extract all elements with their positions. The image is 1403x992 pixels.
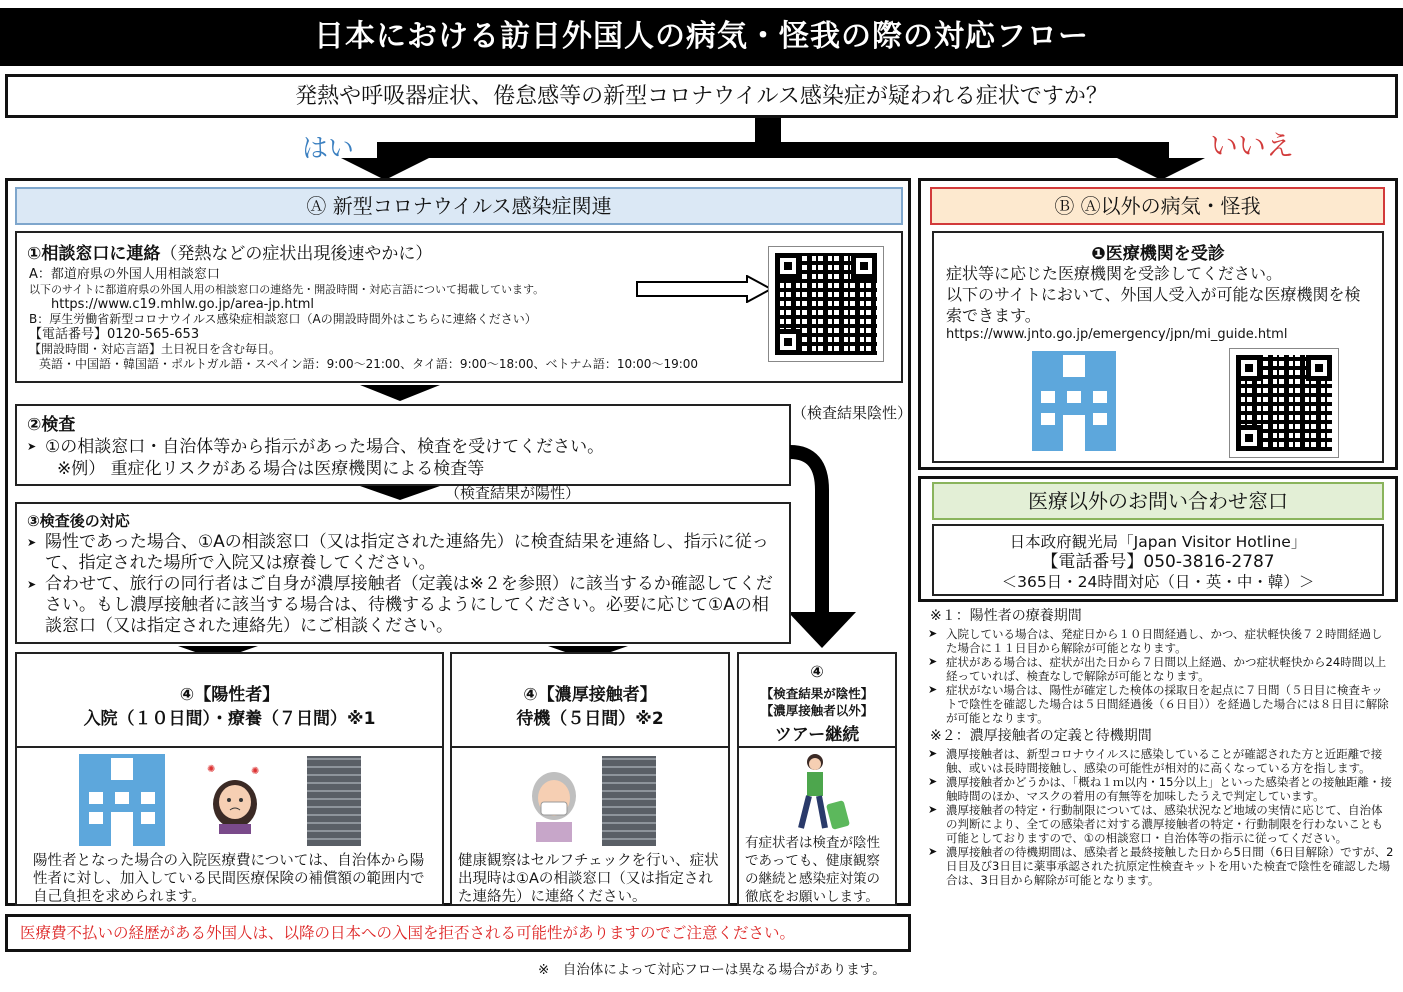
svg-text:✺: ✺ <box>207 764 216 775</box>
negative-path-arrow <box>780 440 880 650</box>
section-b-body2: 以下のサイトにおいて、外国人受入が可能な医療機関を検索できます。 <box>946 285 1361 325</box>
step1-b-langs: 英語・中国語・韓国語・ポルトガル語・スペイン語：9:00～21:00、タイ語：9:00～18:00、ベトナム語：10:00～19:00 <box>39 357 699 371</box>
arrow-to-step2 <box>360 385 440 401</box>
arrow-to-step3 <box>360 486 440 500</box>
section-b-title: ❶医療機関を受診 <box>1091 244 1225 264</box>
negative-num: ④ <box>810 662 824 681</box>
negative-body: 有症状者は検査が陰性であっても、健康観察の継続と感染症対策の徹底をお願いします。 <box>745 835 880 905</box>
note2-item: ➤ 濃厚接触者の待機期間は、感染者と最終接触した日から5日間（6日目解除）ですが、2日目及び3日目に薬事承認された抗原定性検査キットを用いた検査で陰性を確認した場合は、3日目から解除が可能となります。 <box>928 845 1394 887</box>
negative-line1: 【検査結果が陰性】 <box>760 686 874 701</box>
hotline-hours: ＜365日・24時間対応（日・英・中・韓）＞ <box>1001 573 1315 591</box>
sick-person-icon <box>205 762 265 834</box>
step1-a-desc: 以下のサイトに都道府県の外国人用の相談窓口の連絡先・開設時間・対応言語について掲載しています。 <box>29 283 545 296</box>
positive-result-label: （検査結果が陽性） <box>445 484 581 502</box>
hospital-icon <box>1032 351 1116 451</box>
note2-item: ➤ 濃厚接触者かどうかは、「概ね１ｍ以内・15分以上」といった感染者との接触距離・接触時間のほか、マスクの着用の有無等を加味したうえで判定しています。 <box>928 775 1394 803</box>
step3-bullet2: ➤ 合わせて、旅行の同行者はご自身が濃厚接触者（定義は※２を参照）に該当するか確認してください。もし濃厚接触者に該当する場合は、待機するようにしてください。必要に応じて①Aの相談窓口（又は指定された連絡先）にご相談ください。 <box>27 574 779 637</box>
section-b-box <box>932 231 1384 463</box>
hotline-name: 日本政府観光局「Japan Visitor Hotline」 <box>1009 533 1307 551</box>
negative-result-label: （検査結果陰性） <box>792 404 913 422</box>
close-contact-box <box>450 652 730 906</box>
arrow-yes <box>341 158 429 180</box>
step2-title: ②検査 <box>27 415 76 435</box>
note1-item: ➤ 症状がない場合は、陽性が確定した検体の採取日を起点に７日間（５日目に検査キットで陰性を確認した場合は５日間経過後（６日目））を経過した場合には８日目に解除が可能となります。 <box>928 683 1394 725</box>
hospital-icon <box>79 754 165 846</box>
note1-title: ※１：陽性者の療養期間 <box>930 608 1082 624</box>
page-title: 日本における訪日外国人の病気・怪我の際の対応フロー <box>0 8 1403 66</box>
yes-label: はい <box>302 134 355 164</box>
positive-title: ④【陽性者】 <box>179 685 280 705</box>
section-b-url[interactable]: https://www.jnto.go.jp/emergency/jpn/mi_guide.html <box>946 327 1288 342</box>
positive-body: 陽性者となった場合の入院医療費については、自治体から陽性者に対し、加入している民間医療保険の補償額の範囲内で自己負担を求められます。 <box>33 853 425 905</box>
masked-person-icon <box>526 766 582 842</box>
no-label: いいえ <box>1210 129 1295 162</box>
note1-item: ➤ 入院している場合は、発症日から１０日間経過し、かつ、症状軽快後７２時間経過した場合に１１日目から解除が可能となります。 <box>928 627 1394 655</box>
note2-item: ➤ 濃厚接触者の特定・行動制限については、感染状況など地域の実情に応じて、自治体の判断により、全ての感染者に対する濃厚接触者の特定・行動制限を行わないことも可能としておりますので、①の相談窓口・自治体等の指示に従ってください。 <box>928 803 1394 845</box>
section-c-box <box>932 524 1384 596</box>
section-c-heading: 医療以外のお問い合わせ窓口 <box>932 482 1384 520</box>
building-icon <box>307 756 361 846</box>
svg-text:✺: ✺ <box>251 766 260 777</box>
step1-a-url[interactable]: https://www.c19.mhlw.go.jp/area-jp.html <box>51 297 314 312</box>
section-a-heading: Ⓐ 新型コロナウイルス感染症関連 <box>15 187 903 225</box>
section-b-body1: 症状等に応じた医療機関を受診してください。 <box>946 264 1283 283</box>
traveler-icon <box>789 752 859 834</box>
step1-b-phone: 【電話番号】0120-565-653 <box>29 327 200 342</box>
footer-note: ※ 自治体によって対応フローは異なる場合があります。 <box>538 962 886 978</box>
step1-b-label: B：厚生労働省新型コロナウイルス感染症相談窓口（Aの開設時間外はこちらに連絡ください） <box>29 312 537 326</box>
note2-title: ※２：濃厚接触者の定義と待機期間 <box>930 728 1152 744</box>
step2-line2: ※例） 重症化リスクがある場合は医療機関による検査等 <box>57 459 485 479</box>
hotline-phone: 【電話番号】050-3816-2787 <box>1041 552 1275 572</box>
negative-box <box>737 652 897 906</box>
building-icon <box>602 756 656 846</box>
qr-code-icon[interactable] <box>769 247 883 361</box>
step1-title: ①相談窓口に連絡 <box>27 244 161 264</box>
step2-line1: ➤ ①の相談窓口・自治体等から指示があった場合、検査を受けてください。 <box>27 436 777 458</box>
arrow-no <box>1117 158 1205 180</box>
qr-code-icon[interactable] <box>1230 349 1338 457</box>
positive-box <box>15 652 444 906</box>
section-b-heading: Ⓑ Ⓐ以外の病気・怪我 <box>930 187 1385 225</box>
flow-branch <box>377 142 1169 158</box>
step2-box <box>15 404 791 486</box>
step1-title-note: （発熱などの症状出現後速やかに） <box>160 244 433 264</box>
close-contact-body: 健康観察はセルフチェックを行い、症状出現時は①Aの相談窓口（又は指定された連絡先）に連絡ください。 <box>458 853 719 905</box>
right-arrow-icon <box>635 275 775 303</box>
positive-subtitle: 入院（１０日間）・療養（７日間）※1 <box>83 709 376 729</box>
step1-a-label: A：都道府県の外国人用相談窓口 <box>29 267 220 282</box>
step3-bullet1: ➤ 陽性であった場合、①Aの相談窓口（又は指定された連絡先）に検査結果を連絡し、指示に従って、指定された場所で入院又は療養してください。 <box>27 532 779 574</box>
note1-item: ➤ 症状がある場合は、症状が出た日から７日間以上経過、かつ症状軽快から24時間以上経っていれば、検査なしで解除が可能となります。 <box>928 655 1394 683</box>
close-contact-title: ④【濃厚接触者】 <box>523 685 657 705</box>
negative-line2: 【濃厚接触者以外】 <box>760 703 874 718</box>
step1-box <box>15 231 903 383</box>
step3-title: ③検査後の対応 <box>27 512 130 530</box>
warning-banner: 医療費不払いの経歴がある外国人は、以降の日本への入国を拒否される可能性がありますのでご注意ください。 <box>5 914 911 952</box>
step3-box <box>15 502 791 644</box>
question-box: 発熱や呼吸器症状、倦怠感等の新型コロナウイルス感染症が疑われる症状ですか？ <box>5 74 1398 118</box>
step1-b-hours: 【開設時間・対応言語】土日祝日を含む毎日。 <box>29 342 282 356</box>
note2-item: ➤ 濃厚接触者は、新型コロナウイルスに感染していることが確認された方と近距離で接触、或いは長時間接触し、感染の可能性が相対的に高くなっている方を指します。 <box>928 747 1394 775</box>
close-contact-subtitle: 待機（５日間）※2 <box>516 709 664 729</box>
notes-panel <box>928 605 1394 887</box>
negative-subtitle: ツアー継続 <box>774 725 860 745</box>
